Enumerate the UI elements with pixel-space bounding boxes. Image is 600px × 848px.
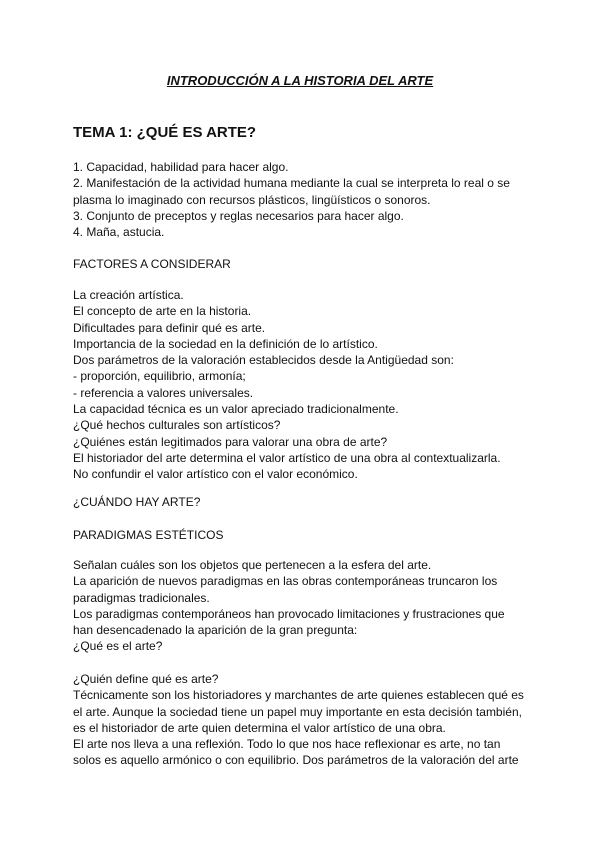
factor-line: El historiador del arte determina el valor artístico de una obra al contextualizarla. [73, 450, 501, 465]
paradigm-line: Señalan cuáles son los objetos que pertenecen a la esfera del arte. [73, 558, 432, 572]
paradigm-line: La aparición de nuevos paradigmas en las obras contemporáneas truncaron los [73, 574, 498, 589]
section-title: TEMA 1: ¿QUÉ ES ARTE? [73, 124, 257, 141]
who-line: solos es aquello armónico o con equilibrio. Dos parámetros de la valoración del arte [73, 753, 519, 768]
paradigm-line: paradigmas tradicionales. [73, 590, 210, 605]
document-title: INTRODUCCIÓN A LA HISTORIA DEL ARTE [166, 73, 434, 88]
definition-line: 4. Maña, astucia. [73, 225, 165, 240]
when-heading: ¿CUÁNDO HAY ARTE? [73, 495, 201, 509]
who-line: Técnicamente son los historiadores y marchantes de arte quienes establecen qué es [73, 688, 524, 703]
factor-line: La capacidad técnica es un valor apreciado tradicionalmente. [73, 402, 399, 417]
who-line: ¿Quién define qué es arte? [73, 672, 219, 686]
factor-line: ¿Quiénes están legitimados para valorar una obra de arte? [73, 434, 388, 449]
who-line: El arte nos lleva a una reflexión. Todo lo que nos hace reflexionar es arte, no tan [73, 737, 501, 752]
factor-line: El concepto de arte en la historia. [73, 304, 252, 319]
who-line: es el historiador de arte quien determina el valor artístico de una obra. [73, 720, 446, 735]
factors-heading: FACTORES A CONSIDERAR [73, 257, 231, 271]
factor-line: Importancia de la sociedad en la definición de lo artístico. [73, 336, 378, 351]
factor-line: - referencia a valores universales. [73, 385, 254, 400]
factor-line: - proporción, equilibrio, armonía; [73, 369, 246, 384]
definition-line: 1. Capacidad, habilidad para hacer algo. [73, 160, 289, 174]
who-paragraph [73, 671, 533, 769]
definition-line: 3. Conjunto de preceptos y reglas necesarios para hacer algo. [73, 208, 404, 223]
factor-line: La creación artística. [73, 288, 184, 302]
definition-line: 2. Manifestación de la actividad humana mediante la cual se interpreta lo real o se [73, 176, 510, 191]
factor-line: No confundir el valor artístico con el valor económico. [73, 467, 358, 482]
definitions-list [73, 159, 533, 240]
paradigm-line: han desencadenado la aparición de la gran pregunta: [73, 623, 358, 638]
who-line: el arte. Aunque la sociedad tiene un papel muy importante en esta decisión también, [73, 704, 522, 719]
paradigm-line: Los paradigmas contemporáneos han provocado limitaciones y frustraciones que [73, 606, 505, 621]
factor-line: Dos parámetros de la valoración establecidos desde la Antigüedad son: [73, 353, 454, 368]
paradigms-heading: PARADIGMAS ESTÉTICOS [73, 528, 224, 542]
paradigm-line: ¿Qué es el arte? [73, 639, 163, 654]
factors-list [73, 287, 533, 483]
definition-line: plasma lo imaginado con recursos plásticos, lingüísticos o sonoros. [73, 192, 431, 207]
paradigms-list [73, 557, 533, 655]
factor-line: Dificultades para definir qué es arte. [73, 320, 266, 335]
factor-line: ¿Qué hechos culturales son artísticos? [73, 418, 281, 433]
